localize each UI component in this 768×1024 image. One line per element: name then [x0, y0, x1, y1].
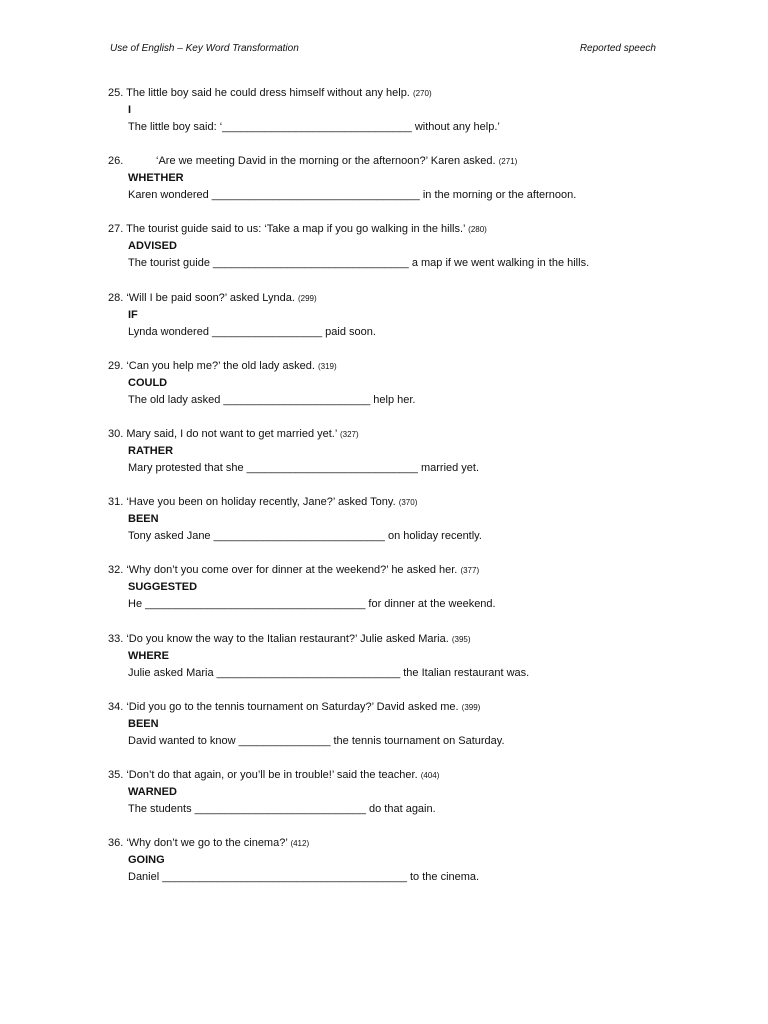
- exercise-prompt: [108, 426, 668, 443]
- reference-number: (399): [461, 702, 481, 712]
- header-topic: Reported speech: [579, 43, 656, 54]
- page-header: [110, 43, 658, 59]
- answer-sentence: Daniel ________________________________________ to the cinema.: [128, 871, 480, 884]
- exercise-number: 35.: [108, 768, 124, 781]
- key-word: SUGGESTED: [128, 581, 198, 594]
- exercise-number: 26.: [108, 155, 124, 168]
- prompt-text: The tourist guide said to us: ‘Take a map if you go walking in the hills.’: [126, 223, 466, 236]
- key-word: I: [128, 104, 132, 116]
- reference-number: (319): [317, 361, 337, 371]
- exercise-number: 25.: [108, 87, 124, 99]
- reference-number: (270): [412, 89, 432, 98]
- answer-sentence: He ____________________________________ for dinner at the weekend.: [128, 598, 496, 611]
- exercise-prompt: [108, 290, 668, 307]
- key-word: IF: [128, 308, 138, 321]
- answer-sentence: Mary protested that she ____________________________ married yet.: [128, 461, 480, 474]
- prompt-text: ‘Don’t do that again, or you’ll be in trouble!’ said the teacher.: [126, 768, 418, 781]
- exercise-prompt: [108, 494, 668, 511]
- key-word: RATHER: [128, 444, 174, 457]
- key-word: WHETHER: [128, 172, 184, 185]
- exercise-list: [108, 85, 668, 903]
- reference-number: (377): [460, 566, 480, 576]
- reference-number: (299): [297, 293, 317, 303]
- exercise-number: 32.: [108, 564, 124, 577]
- answer-sentence: David wanted to know _______________ the tennis tournament on Saturday.: [128, 734, 505, 747]
- answer-sentence: Lynda wondered __________________ paid soon.: [128, 325, 376, 338]
- exercise-prompt: [108, 699, 668, 716]
- exercise-number: 34.: [108, 700, 124, 713]
- exercise-number: 27.: [108, 223, 124, 236]
- answer-sentence: The students ____________________________ do that again.: [128, 802, 436, 815]
- prompt-text: Mary said, I do not want to get married yet.’: [126, 427, 337, 440]
- key-word: GOING: [128, 854, 165, 867]
- exercise-prompt: [108, 221, 668, 238]
- exercise-prompt: [108, 767, 668, 784]
- reference-number: (412): [290, 839, 310, 849]
- exercise-item: [108, 767, 668, 835]
- exercise-number: 28.: [108, 291, 124, 304]
- exercise-number: 31.: [108, 496, 124, 509]
- prompt-text: ‘Do you know the way to the Italian restaurant?’ Julie asked Maria.: [126, 632, 449, 645]
- exercise-prompt: [108, 85, 668, 102]
- exercise-item: [108, 494, 668, 562]
- prompt-text: ‘Will I be paid soon?’ asked Lynda.: [126, 291, 295, 304]
- reference-number: (395): [451, 634, 471, 644]
- exercise-prompt: [108, 153, 668, 170]
- exercise-item: [108, 426, 668, 494]
- key-word: WARNED: [128, 785, 177, 798]
- prompt-text: ‘Can you help me?’ the old lady asked.: [126, 359, 315, 372]
- reference-number: (271): [498, 157, 518, 167]
- exercise-item: [108, 631, 668, 699]
- exercise-number: 30.: [108, 427, 124, 440]
- exercise-prompt: [108, 835, 668, 852]
- prompt-text: The little boy said he could dress himself without any help.: [126, 87, 410, 99]
- answer-sentence: Julie asked Maria ______________________________ the Italian restaurant was.: [128, 666, 530, 679]
- exercise-item: [108, 221, 668, 289]
- reference-number: (404): [420, 770, 440, 780]
- exercise-item: [108, 562, 668, 630]
- exercise-item: [108, 835, 668, 903]
- answer-sentence: The tourist guide ________________________________ a map if we went walking in the hills.: [128, 257, 590, 270]
- answer-sentence: The little boy said: ‘_______________________________ without any help.’: [128, 121, 500, 133]
- exercise-item: [108, 699, 668, 767]
- exercise-item: [108, 153, 668, 221]
- answer-sentence: The old lady asked ________________________ help her.: [128, 393, 416, 406]
- key-word: COULD: [128, 376, 168, 389]
- exercise-item: [108, 290, 668, 358]
- prompt-text: ‘Have you been on holiday recently, Jane?’ asked Tony.: [126, 496, 396, 509]
- exercise-prompt: [108, 358, 668, 375]
- reference-number: (280): [468, 225, 487, 235]
- key-word: ADVISED: [128, 240, 177, 253]
- answer-sentence: Tony asked Jane ____________________________ on holiday recently.: [128, 530, 482, 543]
- exercise-number: 36.: [108, 837, 124, 850]
- key-word: WHERE: [128, 649, 169, 662]
- exercise-prompt: [108, 562, 668, 579]
- reference-number: (327): [339, 429, 359, 439]
- exercise-number: 29.: [108, 359, 124, 372]
- answer-sentence: Karen wondered __________________________________ in the morning or the afternoon.: [128, 189, 577, 202]
- prompt-text: ‘Why don’t you come over for dinner at the weekend?’ he asked her.: [126, 564, 458, 577]
- exercise-number: 33.: [108, 632, 124, 645]
- reference-number: (370): [398, 498, 418, 508]
- exercise-item: [108, 85, 668, 153]
- key-word: BEEN: [128, 513, 159, 526]
- key-word: BEEN: [128, 717, 159, 730]
- exercise-prompt: [108, 631, 668, 648]
- header-title: Use of English – Key Word Transformation: [110, 43, 299, 54]
- prompt-text: ‘Why don’t we go to the cinema?’: [126, 837, 288, 850]
- prompt-text: ‘Did you go to the tennis tournament on Saturday?’ David asked me.: [126, 700, 459, 713]
- exercise-item: [108, 358, 668, 426]
- prompt-text: ‘Are we meeting David in the morning or the afternoon?’ Karen asked.: [156, 155, 496, 168]
